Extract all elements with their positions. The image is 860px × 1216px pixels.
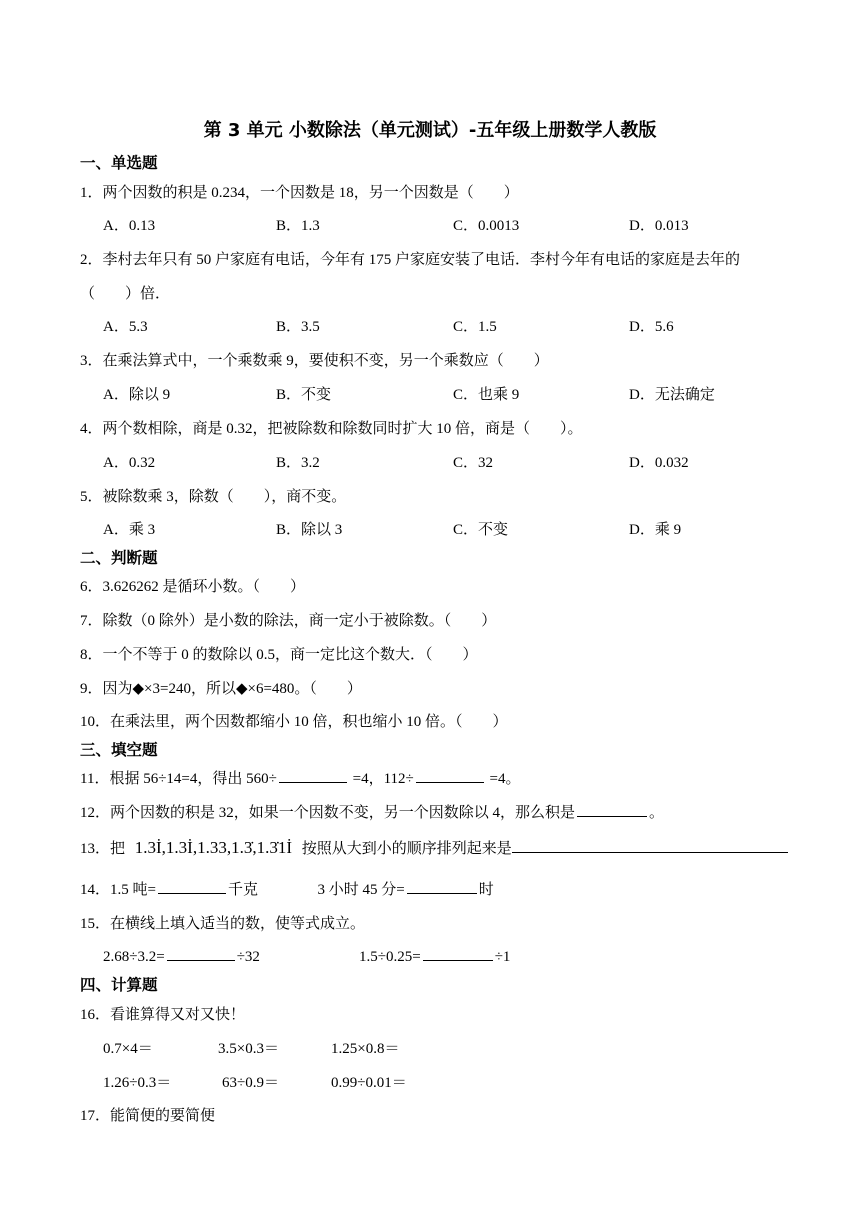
question-2: 2．李村去年只有 50 户家庭有电话，今年有 175 户家庭安装了电话．李村今年有电话的家庭是去年的 xyxy=(80,252,741,268)
option-c[interactable]: C．不变 xyxy=(453,522,509,538)
question-5: 5．被除数乘 3，除数（ ），商不变。 xyxy=(80,489,347,505)
option-a[interactable]: A．乘 3 xyxy=(103,522,156,538)
option-c[interactable]: C．也乘 9 xyxy=(453,387,520,403)
equation-2 xyxy=(359,946,510,966)
equation-1-left: 2.68÷3.2= xyxy=(103,949,165,965)
question-14-part-d: 时 xyxy=(478,882,494,898)
calc-item: 1.25×0.8＝ xyxy=(331,1041,400,1057)
option-d[interactable]: D．乘 9 xyxy=(629,522,682,538)
question-13-part-b: 按照从大到小的顺序排列起来是 xyxy=(301,841,512,857)
question-3: 3．在乘法算式中，一个乘数乘 9，要使积不变，另一个乘数应（ ） xyxy=(80,353,549,369)
answer-blank[interactable] xyxy=(158,879,226,894)
question-8: 8．一个不等于 0 的数除以 0.5，商一定比这个数大．（ ） xyxy=(80,647,478,663)
question-14 xyxy=(80,878,494,899)
answer-blank[interactable] xyxy=(279,768,347,783)
option-c[interactable]: C．1.5 xyxy=(453,319,497,335)
section-heading-true-false: 二、判断题 xyxy=(80,549,158,567)
answer-blank[interactable] xyxy=(512,838,788,853)
calc-item: 63÷0.9＝ xyxy=(222,1075,279,1091)
question-13-part-a: 13．把 xyxy=(80,841,126,857)
answer-blank[interactable] xyxy=(407,879,477,894)
page-title: 第 3 单元 小数除法（单元测试）-五年级上册数学人教版 xyxy=(203,120,657,141)
section-heading-calculation: 四、计算题 xyxy=(80,976,158,994)
option-d[interactable]: D．0.013 xyxy=(629,218,689,234)
equation-1 xyxy=(103,946,260,966)
equation-1-right: ÷32 xyxy=(236,949,260,965)
question-14-part-c: 3 小时 45 分= xyxy=(317,882,405,898)
question-16: 16．看谁算得又对又快！ xyxy=(80,1007,246,1023)
option-b[interactable]: B．1.3 xyxy=(276,218,320,234)
option-b[interactable]: B．3.5 xyxy=(276,319,320,335)
equation-2-right: ÷1 xyxy=(494,949,511,965)
answer-blank[interactable] xyxy=(416,768,484,783)
option-d[interactable]: D．无法确定 xyxy=(629,387,715,403)
question-10: 10．在乘法里，两个因数都缩小 10 倍，积也缩小 10 倍。（ ） xyxy=(80,714,508,730)
question-11-part-b: =4，112÷ xyxy=(352,771,414,787)
option-b[interactable]: B．除以 3 xyxy=(276,522,343,538)
question-14-part-a: 14．1.5 吨= xyxy=(80,882,156,898)
option-a[interactable]: A．0.13 xyxy=(103,218,156,234)
calc-item: 0.7×4＝ xyxy=(103,1041,153,1057)
question-12 xyxy=(80,801,664,822)
question-12-part-b: 。 xyxy=(649,805,665,821)
option-a[interactable]: A．0.32 xyxy=(103,455,156,471)
option-b[interactable]: B．3.2 xyxy=(276,455,320,471)
section-heading-single-choice: 一、单选题 xyxy=(80,154,158,172)
answer-blank[interactable] xyxy=(167,946,235,961)
option-b[interactable]: B．不变 xyxy=(276,387,332,403)
question-1: 1．两个因数的积是 0.234，一个因数是 18，另一个因数是（ ） xyxy=(80,185,519,201)
question-11 xyxy=(80,767,520,788)
calc-item: 1.26÷0.3＝ xyxy=(103,1075,172,1091)
option-a[interactable]: A．除以 9 xyxy=(103,387,171,403)
option-d[interactable]: D．5.6 xyxy=(629,319,674,335)
question-17: 17．能简便的要简便 xyxy=(80,1108,216,1124)
option-c[interactable]: C．0.0013 xyxy=(453,218,520,234)
question-13 xyxy=(80,837,790,858)
question-7: 7．除数（0 除外）是小数的除法，商一定小于被除数。（ ） xyxy=(80,613,497,629)
question-9: 9．因为◆×3=240，所以◆×6=480。（ ） xyxy=(80,681,362,697)
question-11-part-c: =4。 xyxy=(489,771,521,787)
question-2-cont: （ ）倍． xyxy=(80,286,171,302)
question-15: 15．在横线上填入适当的数，使等式成立。 xyxy=(80,916,366,932)
question-4: 4．两个数相除，商是 0.32，把被除数和除数同时扩大 10 倍，商是（ ）。 xyxy=(80,421,583,437)
calc-item: 3.5×0.3＝ xyxy=(218,1041,279,1057)
question-6: 6．3.626262 是循环小数。（ ） xyxy=(80,579,306,595)
question-12-part-a: 12．两个因数的积是 32，如果一个因数不变，另一个因数除以 4，那么积是 xyxy=(80,805,576,821)
option-c[interactable]: C．32 xyxy=(453,455,494,471)
question-14-part-b: 千克 xyxy=(227,882,258,898)
question-11-part-a: 11．根据 56÷14=4，得出 560÷ xyxy=(80,771,277,787)
section-heading-fill-blank: 三、填空题 xyxy=(80,741,158,759)
repeating-decimals: 1.3İ,1.3İ,1.33,1.3̇,1.3̇1İ xyxy=(134,838,292,857)
option-d[interactable]: D．0.032 xyxy=(629,455,689,471)
answer-blank[interactable] xyxy=(423,946,493,961)
calc-item: 0.99÷0.01＝ xyxy=(331,1075,407,1091)
answer-blank[interactable] xyxy=(577,802,647,817)
option-a[interactable]: A．5.3 xyxy=(103,319,148,335)
equation-2-left: 1.5÷0.25= xyxy=(359,949,421,965)
